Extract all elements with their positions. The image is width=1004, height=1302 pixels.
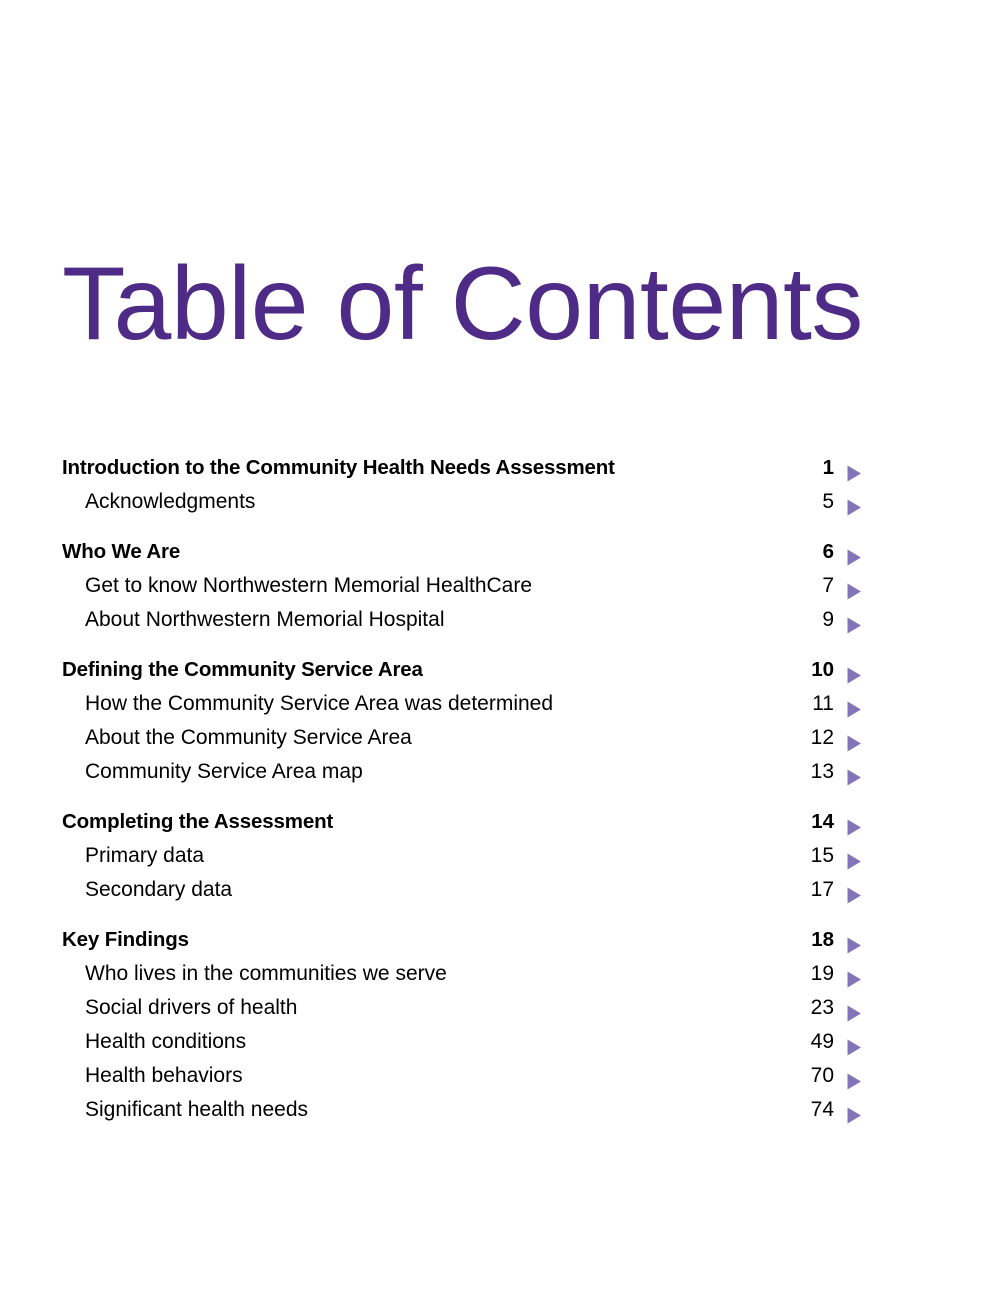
dot-leader [247, 1047, 806, 1048]
toc-entry-page-number: 9 [822, 608, 834, 631]
toc-entry-page-number: 6 [822, 540, 834, 563]
toc-entry-label: Get to know Northwestern Memorial HealthCare [85, 574, 533, 597]
toc-entry-label: About the Community Service Area [85, 726, 412, 749]
triangle-right-icon[interactable] [840, 769, 862, 786]
toc-entry-label: Key Findings [62, 928, 189, 951]
toc-group [62, 540, 862, 642]
toc-entry-page-number: 10 [811, 658, 834, 681]
triangle-right-icon[interactable] [840, 667, 862, 684]
toc-entry-sub[interactable] [62, 844, 862, 878]
toc-entry-page-number: 70 [810, 1064, 834, 1087]
dot-leader [424, 675, 806, 676]
toc-entry-main[interactable] [62, 928, 862, 962]
triangle-right-icon[interactable] [840, 1107, 862, 1124]
toc-entry-label: Completing the Assessment [62, 810, 334, 833]
toc-entry-label: Health conditions [85, 1030, 247, 1053]
triangle-right-icon[interactable] [840, 617, 862, 634]
toc-entry-main[interactable] [62, 540, 862, 574]
dot-leader [298, 1013, 805, 1014]
triangle-right-icon[interactable] [840, 1005, 862, 1022]
dot-leader [445, 625, 817, 626]
dot-leader [233, 895, 806, 896]
toc-entry-page-number: 23 [810, 996, 834, 1019]
dot-leader [413, 743, 806, 744]
triangle-right-icon[interactable] [840, 971, 862, 988]
table-of-contents-list [62, 456, 862, 1132]
toc-entry-sub[interactable] [62, 760, 862, 794]
toc-entry-sub[interactable] [62, 962, 862, 996]
dot-leader [616, 473, 818, 474]
dot-leader [334, 827, 806, 828]
dot-leader [364, 777, 806, 778]
triangle-right-icon[interactable] [840, 1039, 862, 1056]
dot-leader [181, 557, 818, 558]
toc-entry-page-number: 5 [822, 490, 834, 513]
toc-entry-label: About Northwestern Memorial Hospital [85, 608, 445, 631]
triangle-right-icon[interactable] [840, 583, 862, 600]
toc-entry-main[interactable] [62, 658, 862, 692]
toc-entry-sub[interactable] [62, 692, 862, 726]
toc-entry-sub[interactable] [62, 1030, 862, 1064]
toc-entry-main[interactable] [62, 456, 862, 490]
toc-entry-page-number: 11 [812, 692, 834, 715]
toc-entry-page-number: 12 [810, 726, 834, 749]
toc-entry-label: Secondary data [85, 878, 233, 901]
toc-entry-sub[interactable] [62, 996, 862, 1030]
triangle-right-icon[interactable] [840, 819, 862, 836]
toc-entry-sub[interactable] [62, 608, 862, 642]
dot-leader [244, 1081, 806, 1082]
toc-entry-label: Who We Are [62, 540, 181, 563]
toc-entry-page-number: 49 [810, 1030, 834, 1053]
toc-entry-page-number: 13 [810, 760, 834, 783]
toc-entry-sub[interactable] [62, 878, 862, 912]
dot-leader [533, 591, 817, 592]
dot-leader [309, 1115, 806, 1116]
toc-entry-label: How the Community Service Area was determined [85, 692, 554, 715]
toc-entry-label: Health behaviors [85, 1064, 243, 1087]
dot-leader [190, 945, 806, 946]
dot-leader [448, 979, 806, 980]
toc-entry-page-number: 17 [810, 878, 834, 901]
triangle-right-icon[interactable] [840, 937, 862, 954]
triangle-right-icon[interactable] [840, 887, 862, 904]
toc-entry-label: Significant health needs [85, 1098, 308, 1121]
toc-entry-label: Community Service Area map [85, 760, 363, 783]
triangle-right-icon[interactable] [840, 465, 862, 482]
triangle-right-icon[interactable] [840, 1073, 862, 1090]
toc-group [62, 658, 862, 794]
toc-entry-main[interactable] [62, 810, 862, 844]
toc-entry-page-number: 14 [811, 810, 834, 833]
toc-entry-sub[interactable] [62, 490, 862, 524]
triangle-right-icon[interactable] [840, 549, 862, 566]
triangle-right-icon[interactable] [840, 853, 862, 870]
triangle-right-icon[interactable] [840, 499, 862, 516]
dot-leader [256, 507, 817, 508]
toc-entry-label: Who lives in the communities we serve [85, 962, 447, 985]
triangle-right-icon[interactable] [840, 701, 862, 718]
dot-leader [205, 861, 806, 862]
page-title: Table of Contents [62, 246, 863, 362]
toc-entry-sub[interactable] [62, 726, 862, 760]
toc-group [62, 456, 862, 524]
toc-entry-page-number: 19 [810, 962, 834, 985]
toc-entry-sub[interactable] [62, 1064, 862, 1098]
toc-entry-label: Primary data [85, 844, 205, 867]
toc-entry-page-number: 15 [810, 844, 834, 867]
toc-entry-sub[interactable] [62, 1098, 862, 1132]
toc-entry-sub[interactable] [62, 574, 862, 608]
toc-entry-page-number: 74 [810, 1098, 834, 1121]
toc-entry-page-number: 7 [822, 574, 834, 597]
toc-entry-label: Social drivers of health [85, 996, 298, 1019]
toc-entry-label: Introduction to the Community Health Needs Assessment [62, 456, 615, 479]
toc-entry-label: Acknowledgments [85, 490, 256, 513]
toc-entry-label: Defining the Community Service Area [62, 658, 423, 681]
triangle-right-icon[interactable] [840, 735, 862, 752]
toc-entry-page-number: 1 [822, 456, 834, 479]
toc-group [62, 810, 862, 912]
toc-entry-page-number: 18 [811, 928, 834, 951]
dot-leader [554, 709, 807, 710]
toc-group [62, 928, 862, 1132]
